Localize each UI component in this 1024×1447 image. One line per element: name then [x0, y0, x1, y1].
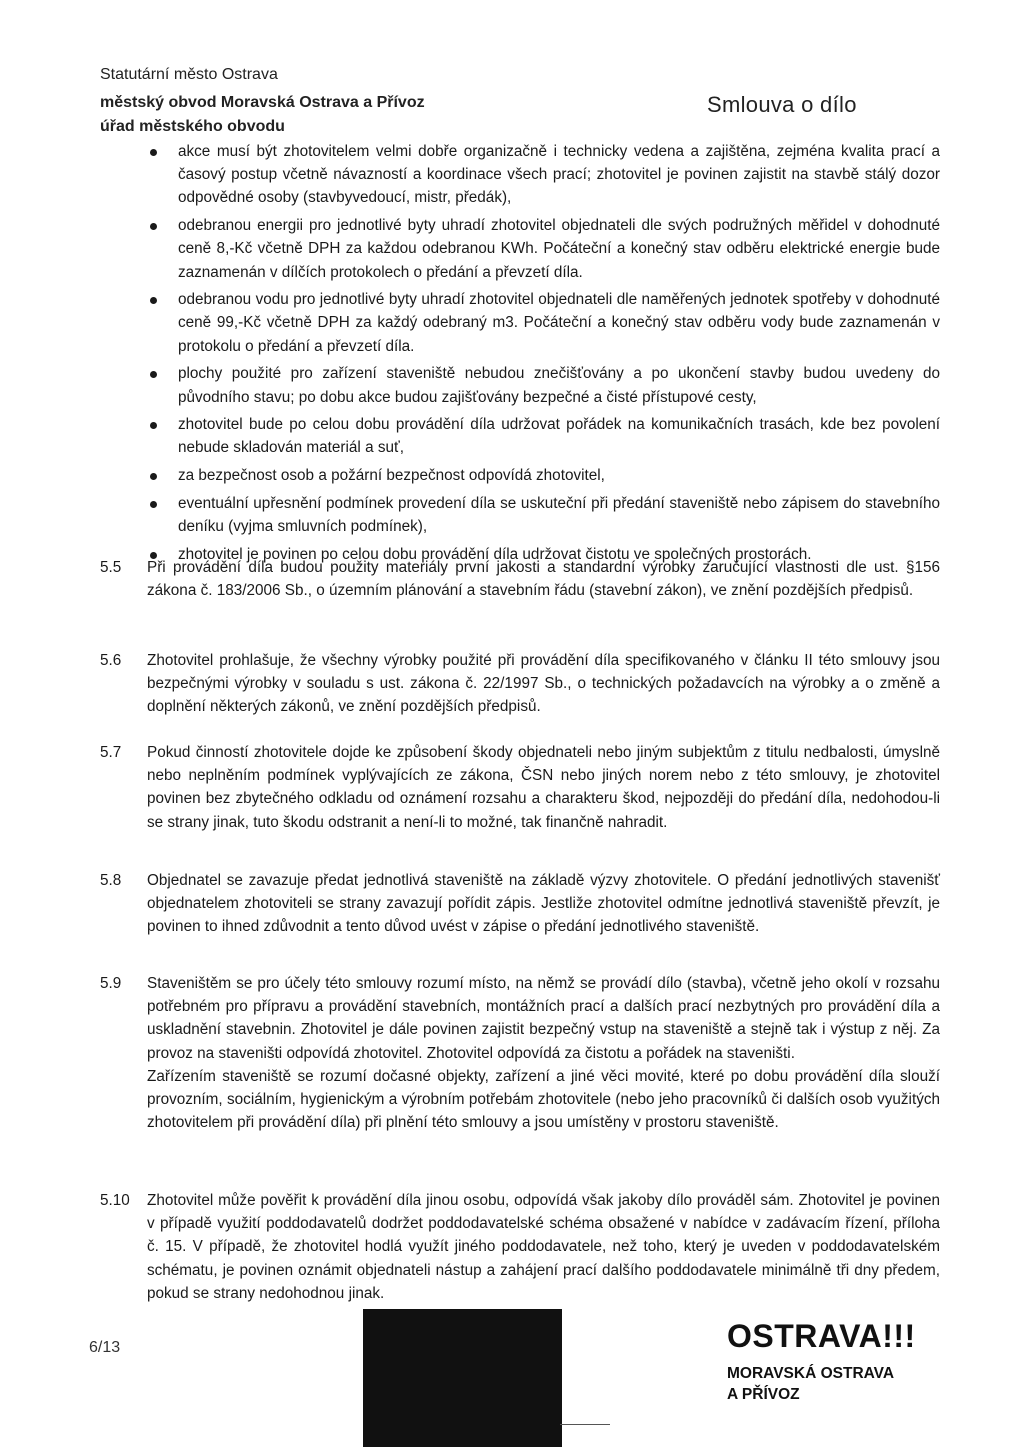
clause-number: 5.5 — [100, 559, 122, 576]
clause-text: Pokud činností zhotovitele dojde ke způsobení škody objednateli nebo jiným subjektům z titulu nedbalosti, úmyslně nebo neplněním podmínek vyplývajících ze zákona, ČSN nebo jiných norem nebo z této smlouvy, je zhotovitel povinen bez zbytečného odkladu od oznámení rozsahu a charakteru škod, nejpozději do předání díla, nedohodou-li se strany jinak, tuto škodu odstranit a není-li to možné, tak finančně nahradit. — [147, 744, 940, 831]
clause-5-6 — [100, 649, 940, 719]
bullet-item — [150, 413, 940, 459]
bullet-dot-icon — [150, 223, 157, 230]
bullet-list — [150, 140, 940, 570]
bullet-text: odebranou vodu pro jednotlivé byty uhradí zhotovitel objednateli dle naměřených jednotek spotřeby v dohodnuté ceně 99,-Kč včetně DPH za každý odebraný m3. Počáteční a konečný stav odběru vody bude zaznamenán v protokolu o předání a převzetí díla. — [178, 291, 940, 355]
bullet-dot-icon — [150, 473, 157, 480]
bullet-dot-icon — [150, 149, 157, 156]
bullet-dot-icon — [150, 501, 157, 508]
clause-5-8 — [100, 869, 940, 939]
bullet-text: eventuální upřesnění podmínek provedení díla se uskuteční při předání staveniště nebo zápisem do stavebního deníku (vyjma smluvních podmínek), — [178, 494, 940, 536]
clause-text: Staveništěm se pro účely této smlouvy rozumí místo, na němž se provádí dílo (stavba), včetně jeho okolí v rozsahu potřebném pro přípravu a provádění stavebních, montážních prací a dalších prací nezbytných pro provádění díla a uskladnění stavebnin. Zhotovitel je dále povinen zajistit bezpečný vstup na staveniště a stejně tak i výstup z něj. Za provoz na staveništi odpovídá zhotovitel. Zhotovitel odpovídá za čistotu a pořádek na staveništi. — [147, 975, 940, 1062]
bullet-dot-icon — [150, 422, 157, 429]
clause-text: Zařízením staveniště se rozumí dočasné objekty, zařízení a jiné věci movité, které po dobu provádění díla slouží provozním, sociálním, hygienickým a výrobním potřebám zhotovitele (nebo jeho pracovníků či dalších osob využitých zhotovitelem při provádění díla) při plnění této smlouvy a jsou umístěny v prostoru staveniště. — [147, 1067, 940, 1132]
header-city: Statutární město Ostrava — [100, 66, 278, 83]
bullet-dot-icon — [150, 371, 157, 378]
clause-5-9 — [100, 972, 940, 1134]
bullet-text: plochy použité pro zařízení staveniště nebudou znečišťovány a po ukončení stavby budou uvedeny do původního stavu; po dobu akce budou zajišťovány bezpečné a čisté přístupové cesty, — [178, 365, 940, 406]
page-number: 6/13 — [89, 1339, 121, 1356]
clause-5-7 — [100, 741, 940, 834]
bullet-item — [150, 214, 940, 284]
bullet-text: za bezpečnost osob a požární bezpečnost odpovídá zhotovitel, — [178, 467, 605, 485]
bullet-text: zhotovitel je povinen po celou dobu provádění díla udržovat čistotu ve společných prostorách. — [178, 545, 812, 563]
bullet-text: zhotovitel bude po celou dobu provádění díla udržovat pořádek na komunikačních trasách, kde bez povolení nebude skladován materiál a suť, — [178, 416, 940, 457]
ostrava-logo — [727, 1318, 957, 1405]
clause-text: Při provádění díla budou použity materiály první jakosti a standardní výrobky zaručující vlastnosti dle ust. §156 zákona č. 183/2006 Sb., o územním plánování a stavebním řádu (stavební zákon), ve znění pozdějších předpisů. — [147, 559, 940, 600]
clause-number: 5.9 — [100, 975, 122, 992]
clause-number: 5.8 — [100, 872, 122, 889]
clause-5-5 — [100, 556, 940, 602]
bullet-text: akce musí být zhotovitelem velmi dobře organizačně i technicky vedena a zajištěna, zejména kvalita prací a časový postup včetně návazností a koordinace všech prací; zhotovitel je povinen zajistit na stavbě stálý dozor odpovědné osoby (stavbyvedoucí, mistr, předák), — [178, 143, 940, 207]
bullet-item — [150, 464, 940, 487]
bullet-item — [150, 140, 940, 210]
clause-text: Zhotovitel může pověřit k provádění díla jinou osobu, odpovídá však jakoby dílo prováděl sám. Zhotovitel je povinen v případě využití poddodavatelů dodržet poddodavatelské schéma obsažené v nabídce v zadávacím řízení, příloha č. 15. V případě, že zhotovitel hodlá využít jiného poddodavatele, než toho, který je uveden v poddodavatelském schématu, je povinen oznámit objednateli nástup a zahájení prací dalšího poddodavatele minimálně tři dny předem, pokud se strany nedohodnou jinak. — [147, 1192, 940, 1302]
document-title: Smlouva o dílo — [707, 92, 857, 117]
signature-stroke — [560, 1424, 610, 1425]
bullet-item — [150, 362, 940, 408]
clause-text: Objednatel se zavazuje předat jednotlivá staveniště na základě výzvy zhotovitele. O předání jednotlivých stavenišť objednatelem zhotoviteli se strany zavazují pořídit zápis. Jestliže zhotovitel odmítne jednotlivá staveniště převzít, je povinen to ihned zdůvodnit a tento důvod uvést v zápise o předání jednotlivého staveniště. — [147, 872, 940, 936]
clause-5-10 — [100, 1189, 940, 1305]
header-district: městský obvod Moravská Ostrava a Přívoz — [100, 94, 425, 111]
redaction-block — [363, 1309, 562, 1447]
bullet-item — [150, 288, 940, 358]
bullet-text: odebranou energii pro jednotlivé byty uhradí zhotovitel objednateli dle svých podružných měřidel v dohodnuté ceně 8,-Kč včetně DPH za každou odebranou KWh. Počáteční a konečný stav odběru elektrické energie bude zaznamenán v dílčích protokolech o předání a převzetí díla. — [178, 217, 940, 281]
logo-main-text: OSTRAVA!!! — [727, 1318, 916, 1354]
bullet-item — [150, 492, 940, 538]
logo-sub-line2: A PŘÍVOZ — [727, 1386, 800, 1403]
clause-number: 5.6 — [100, 652, 122, 669]
bullet-dot-icon — [150, 297, 157, 304]
clause-number: 5.7 — [100, 744, 122, 761]
logo-sub-line1: MORAVSKÁ OSTRAVA — [727, 1365, 895, 1382]
clause-number: 5.10 — [100, 1192, 130, 1209]
header-office: úřad městského obvodu — [100, 118, 285, 135]
clause-text: Zhotovitel prohlašuje, že všechny výrobky použité při provádění díla specifikovaného v článku II této smlouvy jsou bezpečnými výrobky v souladu s ust. zákona č. 22/1997 Sb., o technických požadavcích na výrobky a o změně a doplnění některých zákonů, ve znění pozdějších předpisů. — [147, 652, 940, 716]
